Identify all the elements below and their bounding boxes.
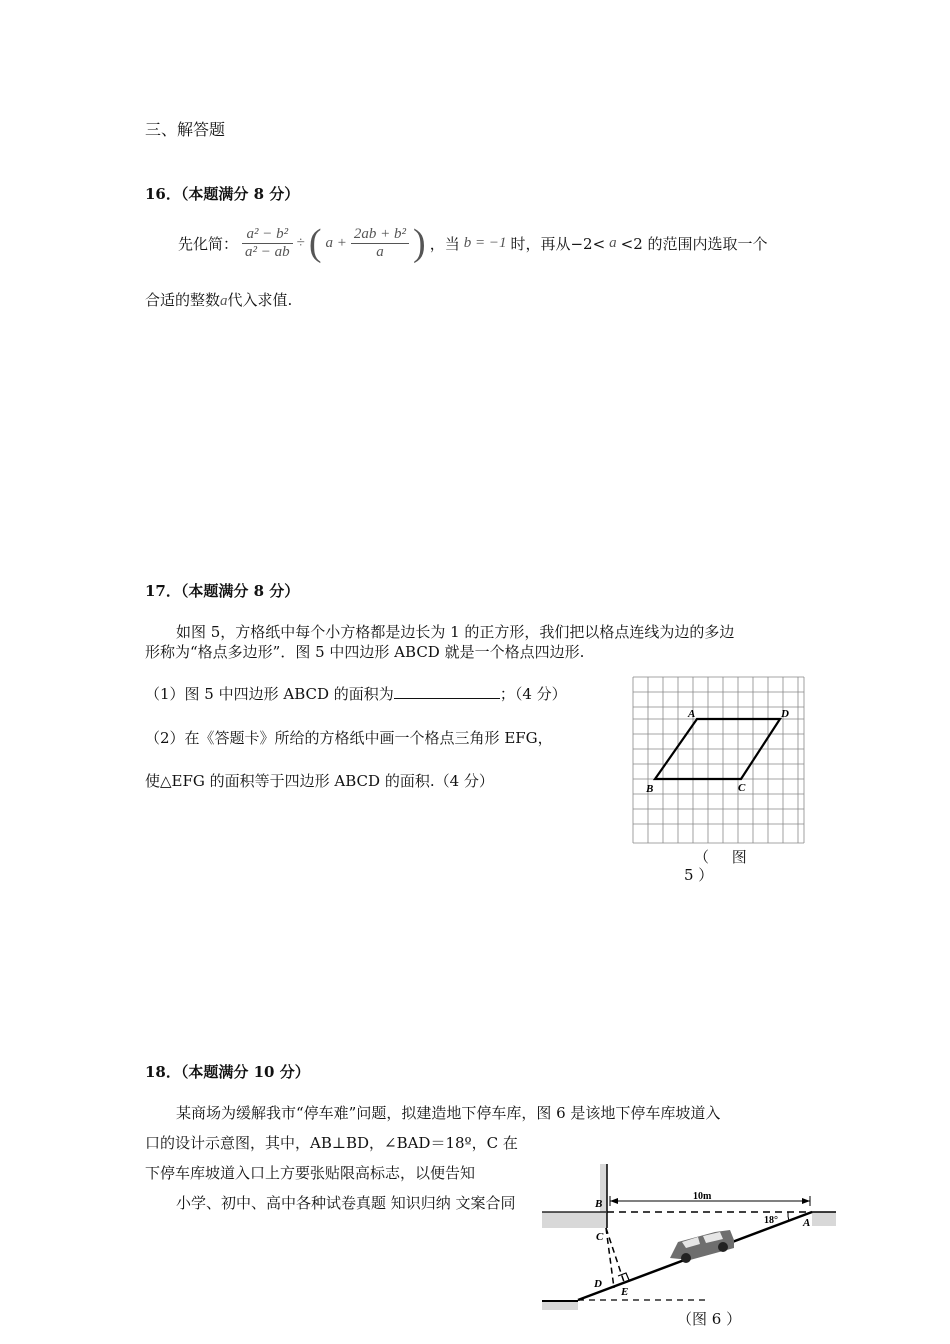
q18-header: 18．（本题满分 10 分） [145, 1063, 310, 1081]
q18-line1: 某商场为缓解我市“停车难”问题，拟建造地下停车库，图 6 是该地下停车库坡道入 [176, 1104, 721, 1122]
q16-after-expression: ，当 [429, 234, 460, 253]
q18-line3: 下停车库坡道入口上方要张贴限高标志，以便告知 [145, 1164, 476, 1182]
point-a-label: A [688, 708, 696, 720]
q17-item1-text: （1）图 5 中四边形 ABCD 的面积为 [145, 685, 394, 703]
arrow-head-right [802, 1198, 810, 1204]
q16-line2-var: a [220, 293, 228, 309]
q16-frac1-denominator: a² − ab [245, 243, 290, 260]
q16-lead: 先化简： [178, 234, 239, 253]
q16-text-mid: 时，再从−2< [510, 234, 606, 253]
q16-frac2-denominator: a [376, 243, 384, 260]
point-e-label: E [621, 1286, 629, 1298]
car-icon [670, 1230, 734, 1263]
q18-line4: 小学、初中、高中各种试卷真题 知识归纳 文案合同 [176, 1194, 516, 1212]
point-a-label: A [803, 1217, 811, 1229]
q16-header: 16．（本题满分 8 分） [145, 185, 300, 203]
q16-paren-a: a + [325, 234, 347, 251]
q17-item1 [145, 683, 567, 704]
q17-header: 17．（本题满分 8 分） [145, 582, 300, 600]
figure-5-caption-line1: （ 图 [694, 848, 747, 866]
ground-block-right [812, 1212, 836, 1226]
figure-5-grid [630, 675, 806, 845]
figure-6-ramp-diagram [540, 1160, 840, 1310]
q17-para-line1: 如图 5，方格纸中每个小方格都是边长为 1 的正方形，我们把以格点连线为边的多边 [176, 623, 735, 641]
q16-condition-b: b = −1 [463, 234, 507, 251]
point-b-label: B [646, 783, 654, 795]
angle-arc [788, 1212, 789, 1221]
distance-label: 10m [693, 1191, 712, 1202]
q16-right-paren: ) [413, 222, 426, 264]
q17-para-line2: 形称为“格点多边形”．图 5 中四边形 ABCD 就是一个格点四边形. [145, 643, 585, 661]
angle-label: 18° [764, 1215, 778, 1226]
q17-item2-line2: 使△EFG 的面积等于四边形 ABCD 的面积.（4 分） [145, 772, 494, 790]
q16-left-paren: ( [308, 222, 322, 264]
dashed-line-ce [606, 1228, 624, 1282]
q16-divide-sign: ÷ [296, 234, 305, 251]
point-d-label: D [781, 708, 789, 720]
q16-frac2-numerator: 2ab + b² [351, 226, 409, 244]
q16-fraction-1 [242, 226, 293, 261]
section-title: 三、解答题 [145, 120, 226, 139]
point-b-label: B [595, 1198, 603, 1210]
q16-frac1-numerator: a² − b² [242, 226, 293, 244]
q17-item1-score: ；（4 分） [499, 685, 567, 703]
ground-block-bottom [542, 1302, 578, 1310]
figure-6-caption: （图 6 ） [677, 1310, 742, 1328]
point-c-label: C [738, 782, 746, 794]
wall-shade [600, 1164, 607, 1228]
q16-line2 [145, 289, 292, 310]
figure-5-caption-line2: 5 ） [684, 866, 714, 884]
q18-line2: 口的设计示意图，其中，AB⊥BD，∠BAD＝18º，C 在 [145, 1134, 518, 1152]
q16-fraction-2 [351, 226, 409, 261]
q16-expression [178, 224, 768, 262]
answer-blank[interactable] [394, 684, 500, 699]
arrow-head-left [610, 1198, 618, 1204]
point-d-label: D [594, 1278, 602, 1290]
q16-line2-end: 代入求值. [227, 291, 293, 309]
point-c-label: C [596, 1231, 604, 1243]
q16-var-a: a [609, 234, 617, 251]
q16-text-end: <2 的范围内选取一个 [620, 234, 768, 253]
q16-line2-start: 合适的整数 [145, 291, 221, 309]
dashed-line-cd [606, 1228, 614, 1288]
q17-item2-line1: （2）在《答题卡》所给的方格纸中画一个格点三角形 EFG， [145, 729, 553, 747]
grid-lines [633, 677, 804, 843]
ground-block-left [542, 1212, 600, 1228]
